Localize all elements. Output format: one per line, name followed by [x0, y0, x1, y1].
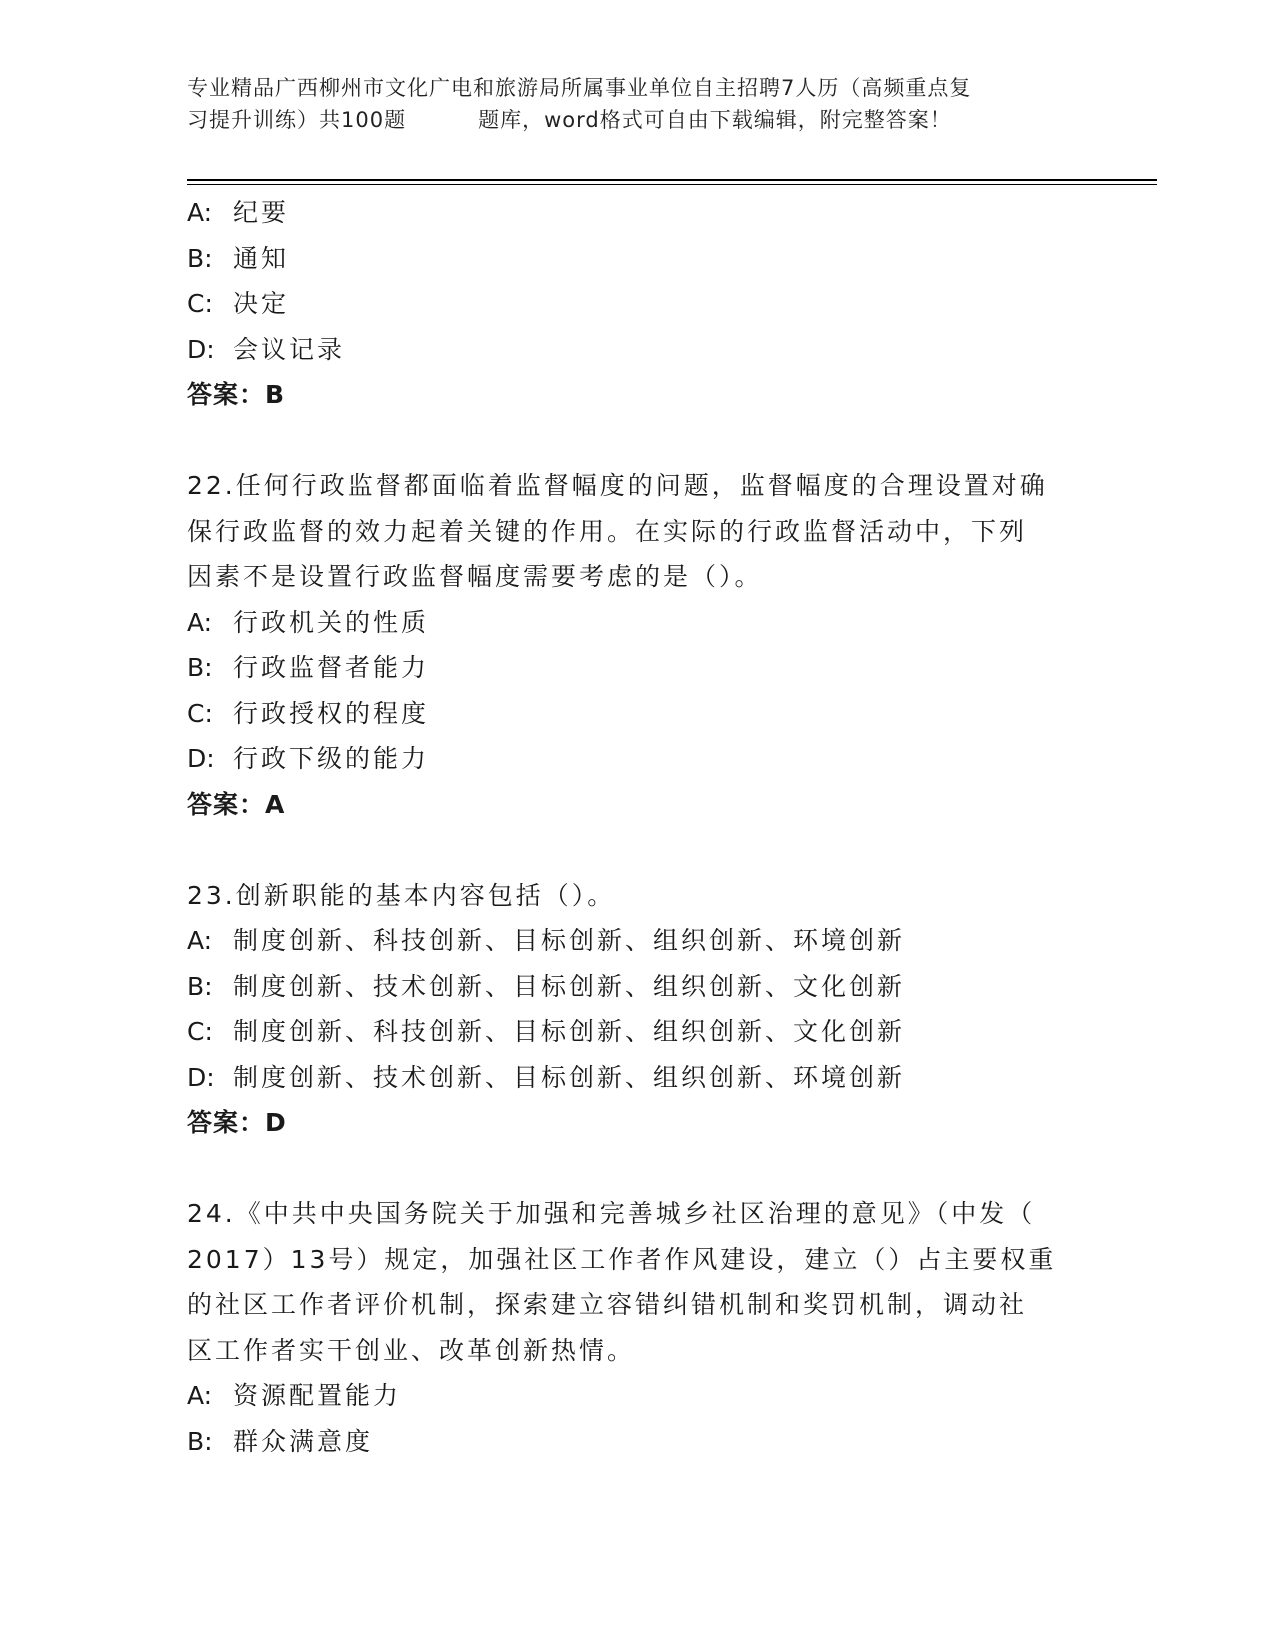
header-line-2	[187, 104, 1087, 136]
question-24	[187, 1191, 1087, 1464]
question-text-line: 区工作者实干创业、改革创新热情。	[187, 1335, 636, 1365]
option-text: 制度创新、技术创新、目标创新、组织创新、环境创新	[233, 1062, 906, 1092]
option-text: 行政授权的程度	[233, 698, 430, 728]
header-line-1: 专业精品广西柳州市文化广电和旅游局所属事业单位自主招聘7人历（高频重点复	[187, 76, 972, 100]
option-b	[187, 645, 1087, 691]
option-key: A:	[187, 607, 213, 637]
option-text: 行政机关的性质	[233, 607, 430, 637]
option-c	[187, 691, 1087, 737]
option-key: D:	[187, 744, 215, 773]
header-line-2b: 题库，word格式可自由下载编辑，附完整答案！	[478, 108, 952, 132]
option-c	[187, 1009, 1087, 1055]
spacer	[187, 418, 1087, 464]
option-text: 制度创新、技术创新、目标创新、组织创新、文化创新	[233, 971, 906, 1001]
option-key: B:	[187, 971, 213, 1001]
option-d	[187, 1055, 1087, 1101]
document-body	[187, 190, 1087, 1464]
option-b	[187, 1419, 1087, 1465]
option-text: 纪要	[233, 198, 290, 227]
option-d	[187, 327, 1087, 373]
option-key: B:	[187, 653, 213, 682]
option-text: 资源配置能力	[233, 1381, 402, 1410]
option-b	[187, 964, 1087, 1010]
option-text: 通知	[233, 243, 290, 273]
option-a	[187, 918, 1087, 964]
question-text-line: 22.任何行政监督都面临着监督幅度的问题，监督幅度的合理设置对确	[187, 471, 1048, 500]
document-header	[187, 72, 1087, 136]
option-c	[187, 281, 1087, 327]
question-text-line: 因素不是设置行政监督幅度需要考虑的是（）。	[187, 562, 763, 591]
answer-line: 答案：D	[187, 1108, 287, 1137]
option-key: D:	[187, 1062, 215, 1092]
option-text: 行政监督者能力	[233, 653, 430, 682]
option-key: C:	[187, 698, 213, 728]
option-key: A:	[187, 1381, 213, 1410]
question-text-line: 23.创新职能的基本内容包括（）。	[187, 880, 616, 910]
option-key: A:	[187, 926, 213, 955]
spacer	[187, 1146, 1087, 1192]
option-b	[187, 236, 1087, 282]
question-22	[187, 463, 1087, 827]
option-text: 行政下级的能力	[233, 744, 430, 773]
option-a	[187, 190, 1087, 236]
option-key: B:	[187, 243, 213, 273]
answer-line: 答案：A	[187, 789, 286, 819]
question-text-line: 保行政监督的效力起着关键的作用。在实际的行政监督活动中，下列	[187, 516, 1028, 546]
option-key: A:	[187, 198, 213, 227]
answer-line: 答案：B	[187, 380, 286, 409]
question-text-line: 24.《中共中央国务院关于加强和完善城乡社区治理的意见》（中发（	[187, 1199, 1036, 1228]
option-text: 决定	[233, 289, 290, 318]
header-rule-thick	[187, 179, 1157, 181]
option-key: C:	[187, 1017, 213, 1046]
question-21	[187, 190, 1087, 418]
question-text-line: 2017）13号）规定，加强社区工作者作风建设，建立（）占主要权重	[187, 1244, 1057, 1274]
option-text: 制度创新、科技创新、目标创新、组织创新、文化创新	[233, 1017, 906, 1046]
option-key: D:	[187, 334, 215, 364]
header-rule-thin	[187, 184, 1157, 185]
option-a	[187, 600, 1087, 646]
question-23	[187, 873, 1087, 1146]
option-key: B:	[187, 1426, 213, 1456]
option-text: 会议记录	[233, 334, 346, 364]
spacer	[187, 827, 1087, 873]
option-a	[187, 1373, 1087, 1419]
option-d	[187, 736, 1087, 782]
question-text-line: 的社区工作者评价机制，探索建立容错纠错机制和奖罚机制，调动社	[187, 1290, 1028, 1319]
header-line-2a: 习提升训练）共100题	[187, 108, 407, 132]
option-key: C:	[187, 289, 213, 318]
option-text: 制度创新、科技创新、目标创新、组织创新、环境创新	[233, 926, 906, 955]
option-text: 群众满意度	[233, 1426, 374, 1456]
